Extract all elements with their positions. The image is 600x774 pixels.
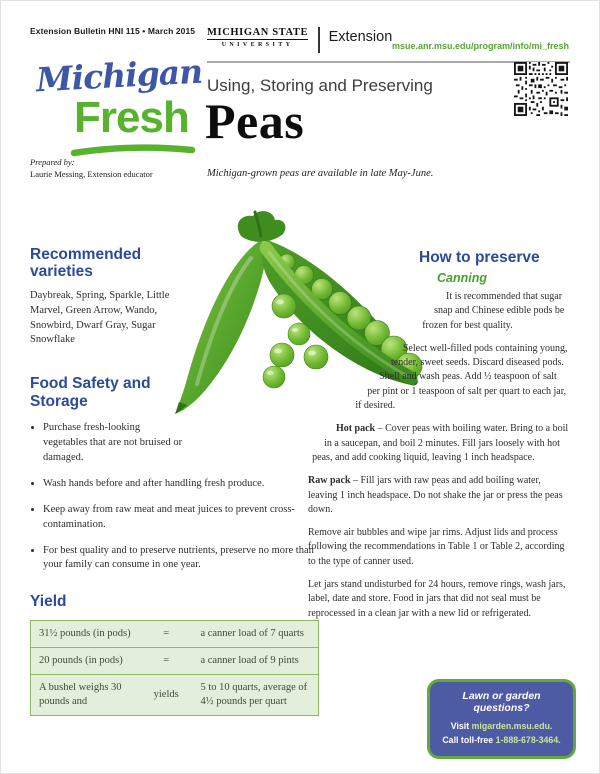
yield-table: [30, 620, 319, 717]
how-to-preserve-heading: How to preserve: [419, 249, 540, 266]
processing-paragraph: Remove air bubbles and wipe jar rims. Adjust lids and process following the recommendations in Table 1 or Table 2, according to the type of canner used.: [308, 527, 565, 567]
yield-cell-mid: =: [140, 647, 193, 674]
varieties-heading: Recommended varieties: [30, 246, 142, 281]
program-url-link[interactable]: msue.anr.msu.edu/program/info/mi_fresh: [391, 41, 569, 51]
msu-wordmark-line2: UNIVERSITY: [221, 41, 294, 48]
food-safety-bullet: • Keep away from raw meat and meat juices to prevent cross-contamination.: [43, 503, 315, 533]
migarden-link[interactable]: migarden.msu.edu.: [471, 721, 553, 731]
yield-cell-left: A bushel weighs 30 pounds and: [31, 675, 140, 716]
canning-paragraph: It is recommended that sugar snap and Chinese edible pods be frozen for best quality.: [422, 291, 565, 331]
food-safety-heading: Food Safety and Storage: [30, 375, 151, 410]
yield-heading: Yield: [30, 593, 67, 611]
yield-cell-right: 5 to 10 quarts, average of 4½ pounds per quart: [192, 675, 318, 716]
varieties-list: Daybreak, Spring, Sparkle, Little Marvel, Green Arrow, Wando, Snowbird, Dwarf Gray, Sugar Snowflake: [30, 289, 170, 346]
storage-paragraph: Let jars stand undisturbed for 24 hours, remove rings, wash jars, label, date and store. Food in jars that did not seal must be reprocessed in a clean jar with a new lid or refrigerated.: [308, 579, 566, 619]
extension-label: Extension: [328, 29, 393, 45]
michigan-fresh-logo-fresh: Fresh: [74, 93, 189, 142]
call-label: Call toll-free: [442, 734, 496, 745]
yield-cell-mid: yields: [140, 675, 193, 716]
swoosh-underline: [70, 143, 196, 158]
garden-questions-callout: [427, 679, 576, 759]
header-divider: [318, 27, 320, 53]
yield-cell-mid: =: [140, 620, 193, 647]
table-row: [31, 675, 319, 716]
hot-pack-paragraph: [308, 422, 572, 465]
bulletin-number: Extension Bulletin HNI 115 • March 2015: [30, 26, 196, 36]
hot-pack-text: – Cover peas with boiling water. Bring to a boil in a saucepan, and boil 2 minutes. Fill jars loosely with hot peas, and add cooking liquid, leaving 1 inch headspace.: [312, 423, 569, 463]
yield-cell-right: a canner load of 7 quarts: [192, 620, 318, 647]
raw-pack-text: – Fill jars with raw peas and add boiling water, leaving 1 inch headspace. Do not shake the jar or press the peas down.: [308, 475, 563, 515]
left-column: [30, 246, 324, 716]
michigan-fresh-logo-michigan: Michigan: [35, 51, 204, 100]
tollfree-number[interactable]: 1-888-678-3464.: [495, 734, 561, 745]
food-safety-bullet: • Purchase fresh-looking vegetables that are not bruised or damaged.: [43, 421, 186, 466]
callout-visit-line: [436, 720, 567, 734]
prepared-by-name: Laurie Messing, Extension educator: [30, 169, 153, 179]
canning-subheading: Canning: [437, 271, 487, 285]
raw-pack-paragraph: [308, 474, 572, 517]
food-safety-list: [30, 421, 324, 573]
qr-code: [514, 62, 568, 116]
canning-paragraph: Select well-filled pods containing young, tender, sweet seeds. Discard diseased pods. Shell and wash peas. Add ½ teaspoon of salt per pint or 1 teaspoon of salt per quart to each jar, if desired.: [355, 342, 568, 412]
yield-cell-left: 20 pounds (in pods): [31, 647, 140, 674]
availability-note: Michigan-grown peas are available in late May-June.: [207, 168, 434, 179]
page-title: Peas: [205, 93, 305, 149]
food-safety-bullet: • Wash hands before and after handling fresh produce.: [43, 477, 319, 492]
food-safety-bullet: • For best quality and to preserve nutrients, preserve no more than your family can consume in one year.: [43, 544, 321, 574]
series-kicker: Using, Storing and Preserving: [207, 76, 433, 95]
right-column: [308, 290, 572, 630]
callout-call-line: [436, 734, 567, 748]
raw-pack-label: Raw pack: [308, 475, 351, 487]
callout-heading: Lawn or garden questions?: [462, 690, 541, 714]
hot-pack-label: Hot pack: [335, 423, 376, 435]
table-row: [31, 620, 319, 647]
yield-cell-right: a canner load of 9 pints: [192, 647, 318, 674]
visit-label: Visit: [450, 721, 472, 731]
msu-wordmark-line1: MICHIGAN STATE: [207, 27, 309, 38]
prepared-by-label: Prepared by:: [30, 157, 75, 167]
table-row: [31, 647, 319, 674]
yield-cell-left: 31½ pounds (in pods): [31, 620, 140, 647]
msu-wordmark: [207, 27, 308, 48]
msu-extension-header: [207, 27, 392, 53]
